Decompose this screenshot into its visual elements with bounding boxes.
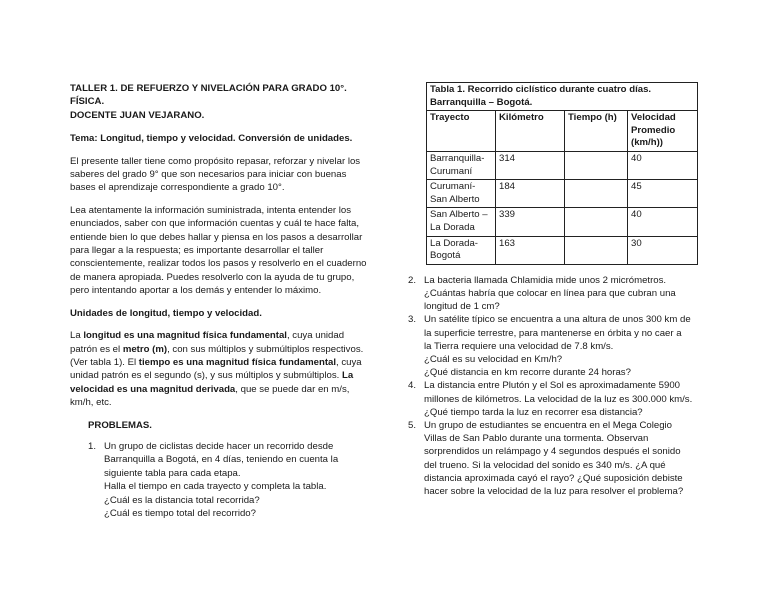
problem-line: sorprendidos un relámpago y 4 segundos después el sonido [424,446,681,458]
table-row [427,151,698,179]
problem-line: ¿Qué tiempo tarda la luz en recorrer esa distancia? [424,406,643,418]
problem-number: 3. [408,314,417,326]
problem-line: ¿Cuántas habría que colocar en línea para que cubran una [424,287,676,299]
header-time: Tiempo (h) [565,111,628,152]
problem-line: siguiente tabla para cada etapa. [104,467,241,479]
problem-line: ¿Qué distancia en km recorre durante 24 horas? [424,367,631,379]
cell-speed: 45 [628,180,698,208]
cell-km: 314 [496,151,565,179]
units-text-5: , con sus múltiplos y submúltiplos respectivos. (Ver tabla 1). El [70,343,364,368]
cell-time [565,208,628,236]
problem-item [404,379,704,419]
cell-route: Curumaní-San Alberto [427,180,496,208]
header-route: Trayecto [427,111,496,152]
cell-km: 339 [496,208,565,236]
cell-time [565,151,628,179]
cell-speed: 40 [628,208,698,236]
problem-item [404,274,704,314]
table-caption-line-2: Barranquilla – Bogotá. [430,96,533,108]
problem-item [70,440,370,520]
problem-line: distancia aproximada cayó el rayo? ¿Qué suposición debiste [424,472,683,484]
cell-km: 163 [496,236,565,264]
problem-line: Un satélite típico se encuentra a una altura de unos 300 km de [424,314,691,326]
problem-item [404,419,704,498]
table-row [427,208,698,236]
topic-heading: Tema: Longitud, tiempo y velocidad. Conversión de unidades. [70,133,353,145]
cell-speed: 40 [628,151,698,179]
cell-route: La Dorada-Bogotá [427,236,496,264]
problem-line: Un grupo de estudiantes se encuentra en el Mega Colegio [424,419,673,431]
problem-line: Barranquilla a Bogotá, en 4 días, teniendo en cuenta la [104,454,339,466]
problem-line: ¿Cuál es tiempo total del recorrido? [104,507,256,519]
units-text-6: tiempo es una magnitud física fundamental [138,356,337,368]
cell-time [565,180,628,208]
table-row [427,236,698,264]
title-line-1: TALLER 1. DE REFUERZO Y NIVELACIÓN PARA GRADO 10°. FÍSICA. [70,83,347,108]
problem-list-left [70,440,370,520]
problem-list-right [404,274,704,498]
title-line-2: DOCENTE JUAN VEJARANO. [70,109,205,121]
cell-speed: 30 [628,236,698,264]
cell-route: San Alberto – La Dorada [427,208,496,236]
cell-time [565,236,628,264]
intro-paragraph: El presente taller tiene como propósito repasar, reforzar y nivelar los saberes del grado 9° que son necesarios para iniciar con buenas bases el aprendizaje correspondiente a grado 10°. [70,155,361,194]
units-text-3: , cuya unidad patrón es el [70,330,345,355]
problems-heading: PROBLEMAS. [88,419,152,431]
problem-line: del trueno. Si la velocidad del sonido es 340 m/s. ¿A qué [424,459,666,471]
table-caption [427,83,698,111]
units-heading: Unidades de longitud, tiempo y velocidad. [70,307,262,319]
problem-line: Un grupo de ciclistas decide hacer un recorrido desde [104,440,334,452]
problem-number: 2. [408,274,417,286]
problem-line: la superficie terrestre, para mantenerse en órbita y no caer a [424,327,682,339]
cell-route: Barranquilla-Curumaní [427,151,496,179]
problem-line: la Tierra requiere una velocidad de 7.8 km/s. [424,340,614,352]
table-row [427,180,698,208]
worksheet-title [70,82,370,122]
problem-number: 5. [408,419,417,431]
right-column [408,82,720,508]
problem-line: Halla el tiempo en cada trayecto y completa la tabla. [104,481,327,493]
header-km: Kilómetro [496,111,565,152]
units-text-8: La velocidad es una magnitud derivada [70,370,354,395]
units-paragraph [70,329,370,409]
table-caption-line-1: Tabla 1. Recorrido ciclístico durante cuatro días. [430,84,652,95]
instructions-paragraph: Lea atentamente la información suministrada, intenta entender los enunciados, saber con que información cuentas y cuál te hace falta, entiende bien lo que debes hallar y piensa en los pasos a desarrollar para llegar a la respuesta; es importante desarrollar el taller conscientemente, realizar todos los pasos y resolverlo en el cuaderno de manera apropiada. Puedes resolverlo con la ayuda de tu grupo, pero intentando aportar a los demás y entender lo máximo. [70,204,367,297]
problem-line: ¿Cuál es su velocidad en Km/h? [424,353,563,365]
problem-line: Villas de San Pablo durante una tormenta. Observan [424,433,649,445]
route-table [426,82,698,265]
problem-item [404,313,704,379]
left-column [70,82,370,520]
problem-line: La bacteria llamada Chlamidia mide unos 2 micrómetros. [424,274,667,286]
problem-number: 1. [88,440,97,452]
units-text-2: longitud es una magnitud física fundamental [83,330,287,342]
units-text-9: , que se puede dar en m/s, km/h, etc. [70,383,350,409]
problem-line: La distancia entre Plutón y el Sol es aproximadamente 5900 [424,380,680,392]
problem-number: 4. [408,380,417,392]
problem-line: ¿Cuál es la distancia total recorrida? [104,494,260,506]
problem-line: hacer sobre la velocidad de la luz para resolver el problema? [424,485,684,497]
problem-line: longitud de 1 cm? [424,301,500,313]
cell-km: 184 [496,180,565,208]
problem-line: millones de kilómetros. La velocidad de la luz es 300.000 km/s. [424,393,693,405]
units-text-7: , cuya unidad patrón es el segundo (s), y sus múltiplos y submúltiplos. [70,356,362,382]
units-text-4: metro (m) [122,343,168,355]
units-text-1: La [70,330,84,342]
header-speed: Velocidad Promedio (km/h)) [628,111,698,152]
